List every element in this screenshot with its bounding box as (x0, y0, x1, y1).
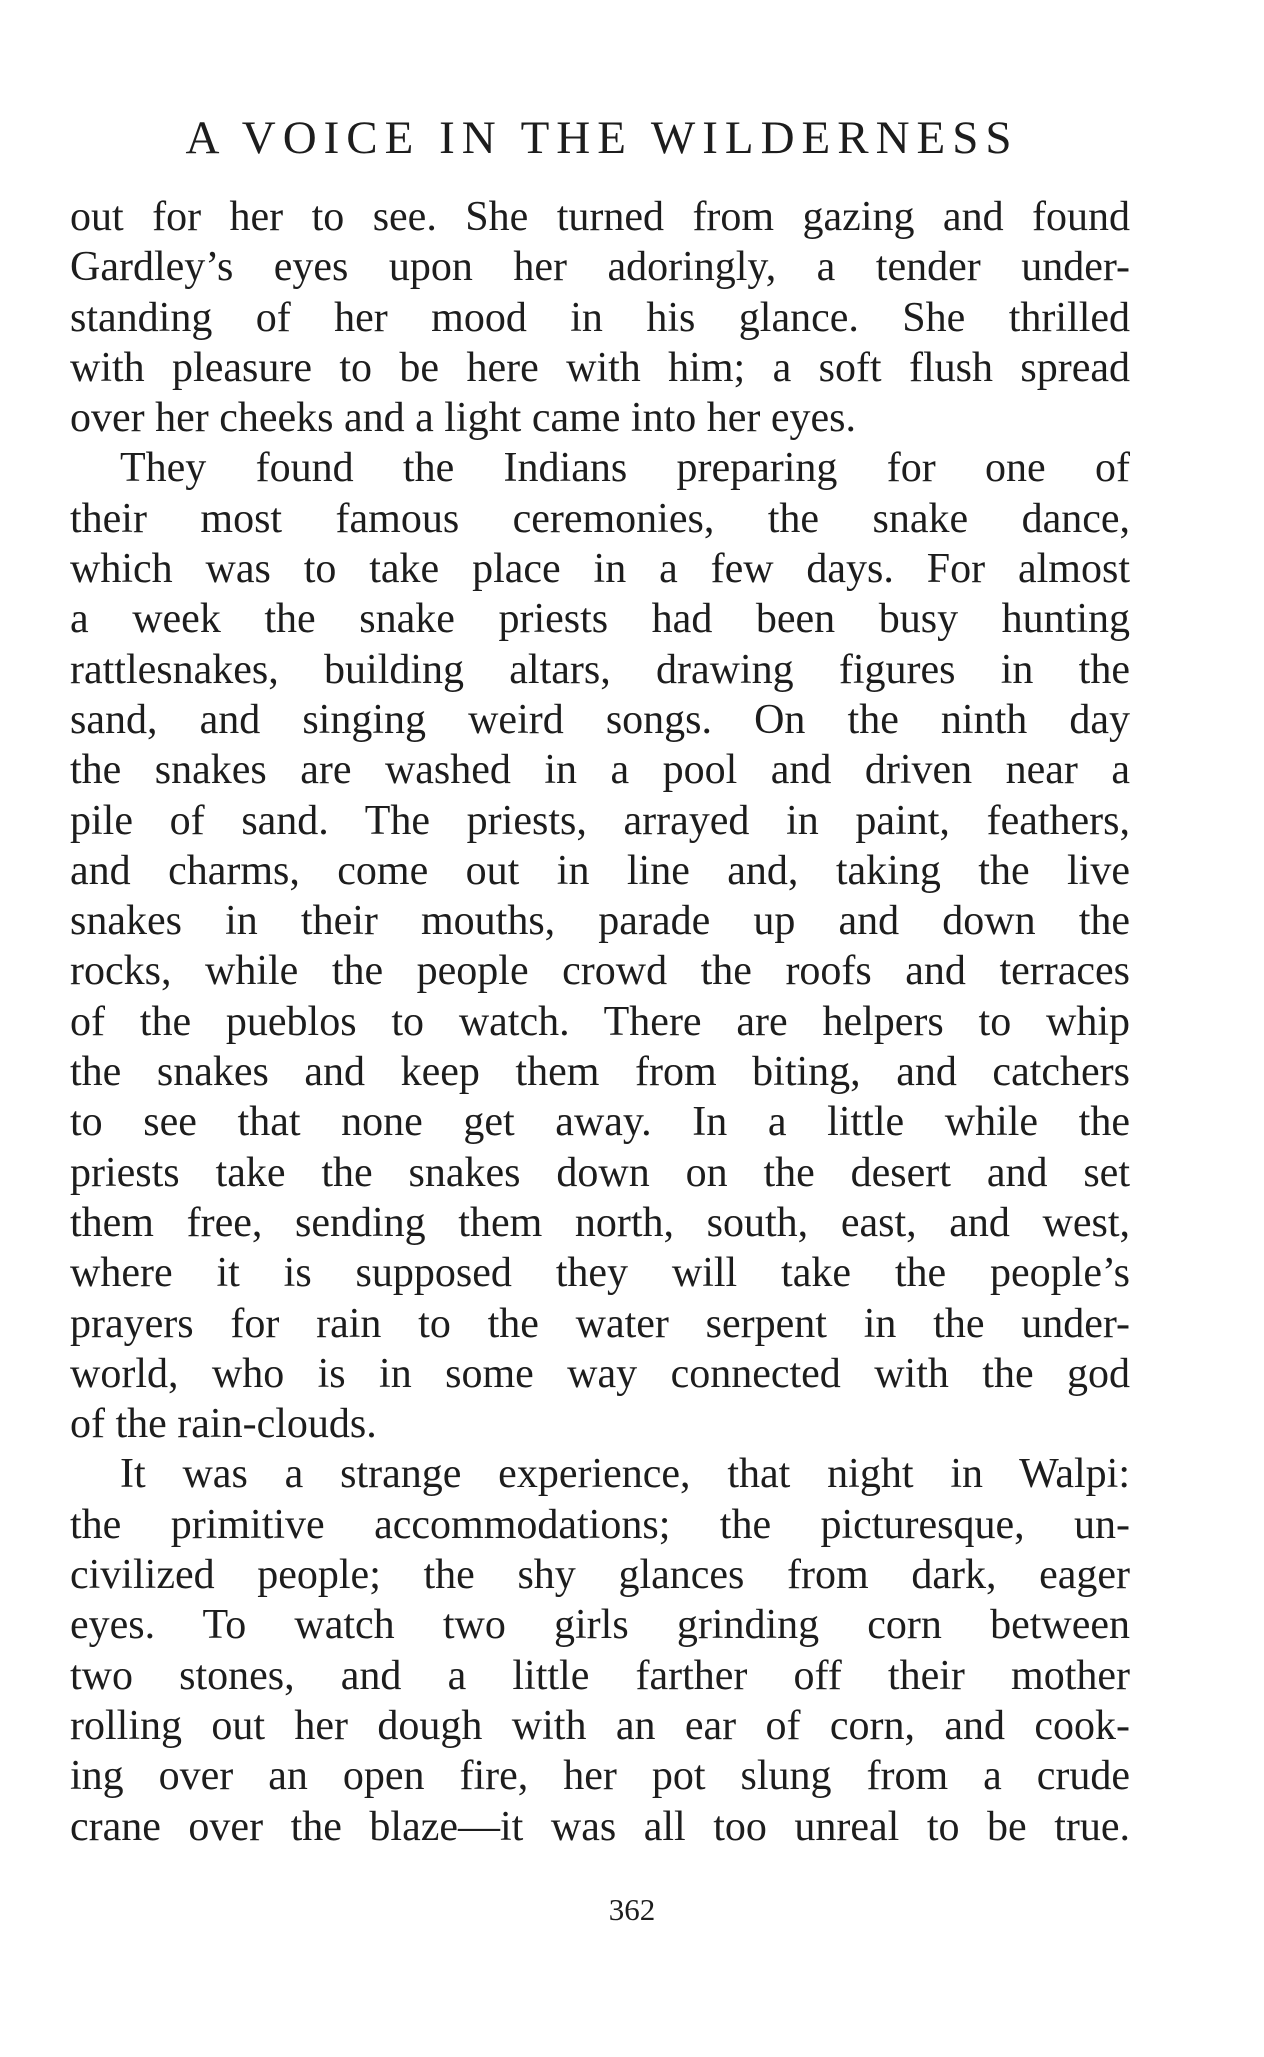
text-line: crane over the blaze—it was all too unreal to be true. (70, 1803, 1130, 1850)
text-line: rolling out her dough with an ear of corn, and cook- (70, 1702, 1130, 1749)
text-line: It was a strange experience, that night in Walpi: (120, 1451, 1130, 1498)
text-line: out for her to see. She turned from gazing and found (70, 194, 1130, 240)
text-line: the snakes are washed in a pool and driven near a (70, 747, 1130, 794)
text-line: standing of her mood in his glance. She thrilled (70, 294, 1130, 341)
text-line: their most famous ceremonies, the snake dance, (70, 495, 1130, 542)
text-line: pile of sand. The priests, arrayed in paint, feathers, (70, 797, 1130, 844)
text-line: prayers for rain to the water serpent in the under- (70, 1300, 1130, 1347)
text-line: of the rain-clouds. (70, 1401, 377, 1448)
text-line: where it is supposed they will take the people’s (70, 1250, 1130, 1297)
text-line: them free, sending them north, south, east, and west, (70, 1199, 1130, 1246)
text-line: ing over an open fire, her pot slung from a crude (70, 1753, 1130, 1800)
text-line: eyes. To watch two girls grinding corn between (70, 1602, 1130, 1649)
text-line: They found the Indians preparing for one of (120, 445, 1130, 492)
text-line: the primitive accommodations; the picturesque, un- (70, 1501, 1130, 1548)
running-head: A VOICE IN THE WILDERNESS (185, 112, 1019, 164)
text-line: a week the snake priests had been busy hunting (70, 596, 1130, 643)
text-line: rattlesnakes, building altars, drawing figures in the (70, 646, 1130, 693)
text-line: snakes in their mouths, parade up and down the (70, 898, 1130, 945)
body-text (70, 192, 1130, 1852)
text-line: priests take the snakes down on the desert and set (70, 1149, 1130, 1196)
text-line: with pleasure to be here with him; a soft flush spread (70, 344, 1130, 391)
text-line: Gardley’s eyes upon her adoringly, a tender under- (70, 244, 1130, 291)
text-line: to see that none get away. In a little while the (70, 1099, 1130, 1146)
text-line: two stones, and a little farther off their mother (70, 1652, 1130, 1699)
text-line: civilized people; the shy glances from dark, eager (70, 1552, 1130, 1599)
text-line: world, who is in some way connected with the god (70, 1350, 1130, 1397)
text-line: of the pueblos to watch. There are helpers to whip (70, 998, 1130, 1045)
text-line: the snakes and keep them from biting, and catchers (70, 1049, 1130, 1096)
text-line: sand, and singing weird songs. On the ninth day (70, 696, 1130, 743)
text-line: over her cheeks and a light came into her eyes. (70, 395, 857, 442)
text-line: rocks, while the people crowd the roofs and terraces (70, 948, 1130, 995)
page-number: 362 (608, 1892, 656, 1927)
text-line: which was to take place in a few days. For almost (70, 546, 1130, 593)
text-line: and charms, come out in line and, taking the live (70, 847, 1130, 894)
